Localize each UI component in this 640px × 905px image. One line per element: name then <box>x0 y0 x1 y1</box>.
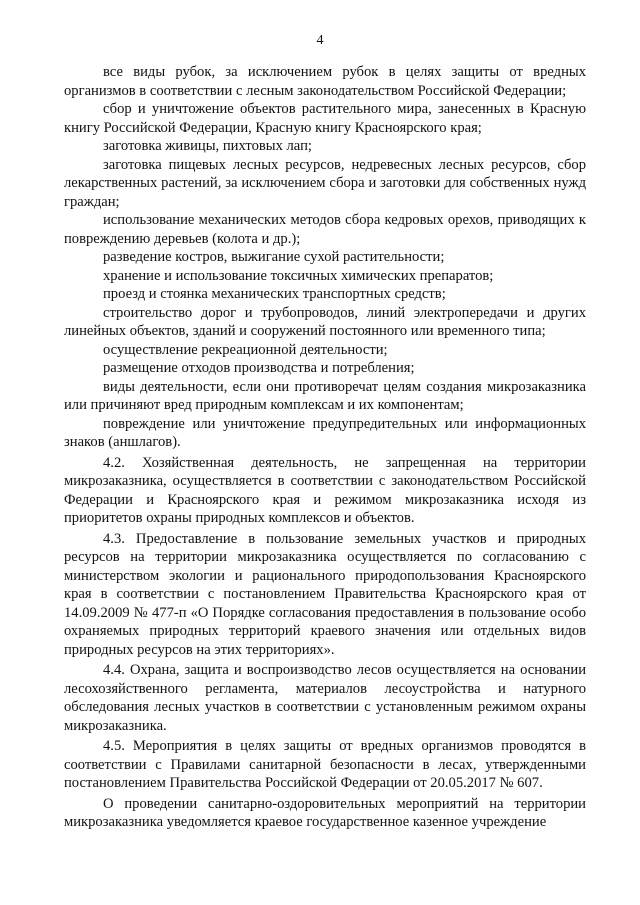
paragraph: хранение и использование токсичных химических препаратов; <box>103 267 494 284</box>
paragraph: сбор и уничтожение объектов растительного мира, занесенных в Красную книгу Российской Федерации, Красную книгу Красноярского края; <box>64 101 586 136</box>
section-paragraph-4-3: 4.3. Предоставление в пользование земельных участков и природных ресурсов на территории микрозаказника осуществляется по согласованию с министерством экологии и рационального природопользования Красноярского края в соответствии с постановлением Правительства Красноярского края от 14.09.2009 № 477-п «О Порядке согласования предоставления в пользование особо охраняемых природных территорий краевого значения или отдельных видов природных ресурсов на этих территориях». <box>64 530 586 658</box>
paragraph: виды деятельности, если они противоречат целям создания микрозаказника или причиняют вред природным комплексам и их компонентам; <box>64 378 586 413</box>
section-paragraph-4-2: 4.2. Хозяйственная деятельность, не запрещенная на территории микрозаказника, осуществляется в соответствии с законодательством Российской Федерации и Красноярского края и режимом микрозаказника исходя из приоритетов охраны природных комплексов и объектов. <box>64 454 586 526</box>
paragraph: осуществление рекреационной деятельности; <box>103 341 388 358</box>
section-paragraph-4-4: 4.4. Охрана, защита и воспроизводство лесов осуществляется на основании лесохозяйственного регламента, материалов лесоустройства и натурного обследования лесных участков в соответствии с установленным режимом охраны микрозаказника. <box>64 662 586 734</box>
document-body <box>64 63 586 832</box>
page-number: 4 <box>316 33 324 48</box>
paragraph: использование механических методов сбора кедровых орехов, приводящих к повреждению деревьев (колота и др.); <box>64 212 586 247</box>
paragraph: разведение костров, выжигание сухой растительности; <box>103 249 445 265</box>
section-paragraph-4-5: 4.5. Мероприятия в целях защиты от вредных организмов проводятся в соответствии с Правилами санитарной безопасности в лесах, утвержденными постановлением Правительства Российской Федерации от 20.05.2017 № 607. <box>64 738 586 791</box>
paragraph: размещение отходов производства и потребления; <box>103 360 415 376</box>
paragraph: проезд и стоянка механических транспортных средств; <box>103 286 446 302</box>
paragraph: заготовка живицы, пихтовых лап; <box>103 138 312 154</box>
paragraph: заготовка пищевых лесных ресурсов, недревесных лесных ресурсов, сбор лекарственных растений, за исключением сбора и заготовки для собственных нужд граждан; <box>64 156 586 210</box>
paragraph: О проведении санитарно-оздоровительных мероприятий на территории микрозаказника уведомляется краевое государственное казенное учреждение <box>64 795 586 830</box>
paragraph: строительство дорог и трубопроводов, линий электропередачи и других линейных объектов, зданий и сооружений постоянного или временного типа; <box>64 304 586 339</box>
paragraph: все виды рубок, за исключением рубок в целях защиты от вредных организмов в соответствии с лесным законодательством Российской Федерации; <box>64 64 586 99</box>
paragraph: повреждение или уничтожение предупредительных или информационных знаков (аншлагов). <box>64 415 586 450</box>
